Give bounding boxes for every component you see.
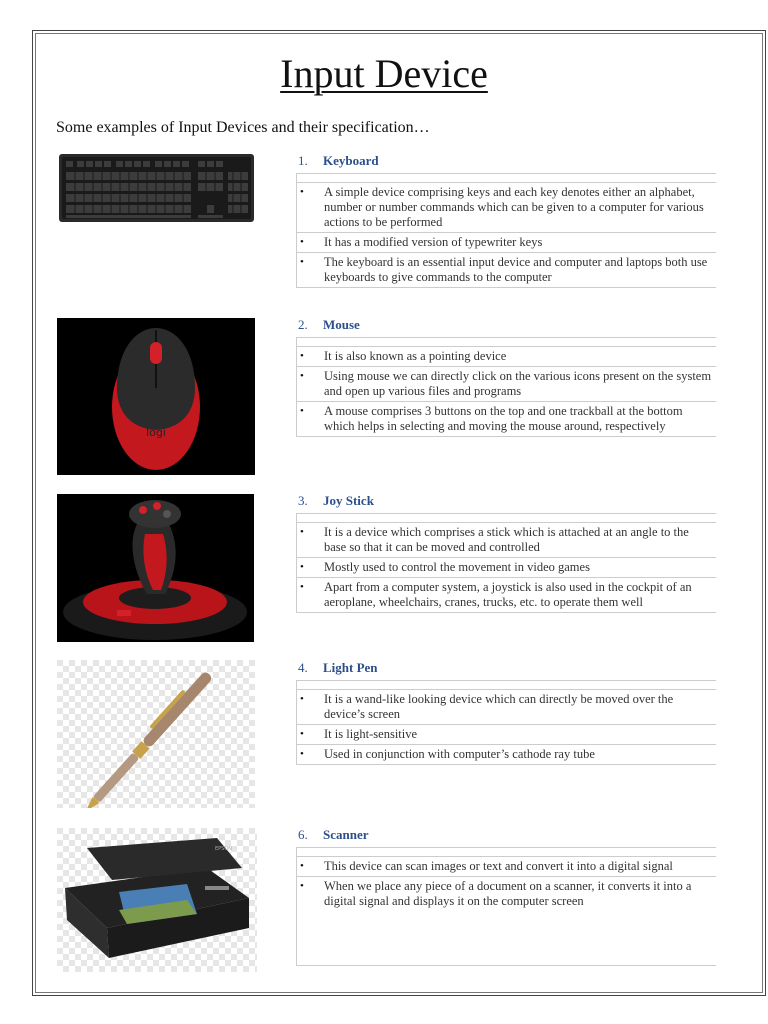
- svg-text:logi: logi: [146, 426, 166, 439]
- list-item: • It is a device which comprises a stick which is attached at an angle to the base so that it can be moved and controlled: [296, 523, 716, 558]
- row-spacer: [296, 514, 716, 523]
- section-heading: [296, 491, 716, 514]
- section-heading: [296, 315, 716, 338]
- section-number: 3.: [298, 493, 308, 508]
- section-joystick: [296, 491, 716, 613]
- section-mouse: [296, 315, 716, 437]
- mouse-icon: [57, 318, 255, 475]
- list-item: • It is also known as a pointing device: [296, 347, 716, 367]
- section-heading: [296, 151, 716, 174]
- list-item: • When we place any piece of a document on a scanner, it converts it into a digital signal and displays it on the computer screen: [296, 877, 716, 966]
- section-number: 6.: [298, 827, 308, 842]
- section-title: Scanner: [323, 827, 369, 842]
- section-keyboard: [296, 151, 716, 288]
- svg-text:EPSON: EPSON: [215, 846, 233, 852]
- section-title: Mouse: [323, 317, 360, 332]
- section-heading: [296, 658, 716, 681]
- section-title: Joy Stick: [323, 493, 374, 508]
- section-title: Light Pen: [323, 660, 378, 675]
- section-number: 2.: [298, 317, 308, 332]
- scanner-icon: [57, 828, 257, 972]
- list-item: • It is light-sensitive: [296, 725, 716, 745]
- section-title: Keyboard: [323, 153, 379, 168]
- page-title: Input Device: [280, 51, 488, 96]
- row-spacer: [296, 174, 716, 183]
- list-item: • A simple device comprising keys and each key denotes either an alphabet, number or number commands which can be given to a computer for various actions to be performed: [296, 183, 716, 233]
- list-item: • The keyboard is an essential input device and computer and laptops both use keyboards to give commands to the computer: [296, 253, 716, 288]
- list-item: • Mostly used to control the movement in video games: [296, 558, 716, 578]
- keyboard-icon: [58, 152, 255, 224]
- list-item: • This device can scan images or text and convert it into a digital signal: [296, 857, 716, 877]
- list-item: • Using mouse we can directly click on the various icons present on the system and open up various files and programs: [296, 367, 716, 402]
- row-spacer: [296, 681, 716, 690]
- list-item: • Apart from a computer system, a joystick is also used in the cockpit of an aeroplane, wheelchairs, cranes, trucks, etc. to operate them well: [296, 578, 716, 613]
- list-item: • Used in conjunction with computer’s cathode ray tube: [296, 745, 716, 765]
- section-number: 4.: [298, 660, 308, 675]
- section-light-pen: [296, 658, 716, 765]
- joystick-icon: [57, 494, 254, 642]
- light-pen-icon: [57, 660, 255, 808]
- row-spacer: [296, 848, 716, 857]
- section-heading: [296, 825, 716, 848]
- page-subtitle: Some examples of Input Devices and their specification…: [56, 119, 430, 136]
- list-item: • It has a modified version of typewriter keys: [296, 233, 716, 253]
- section-scanner: [296, 825, 716, 966]
- row-spacer: [296, 338, 716, 347]
- list-item: • It is a wand-like looking device which can directly be moved over the device’s screen: [296, 690, 716, 725]
- list-item: • A mouse comprises 3 buttons on the top and one trackball at the bottom which helps in selecting and moving the mouse around, respectively: [296, 402, 716, 437]
- section-number: 1.: [298, 153, 308, 168]
